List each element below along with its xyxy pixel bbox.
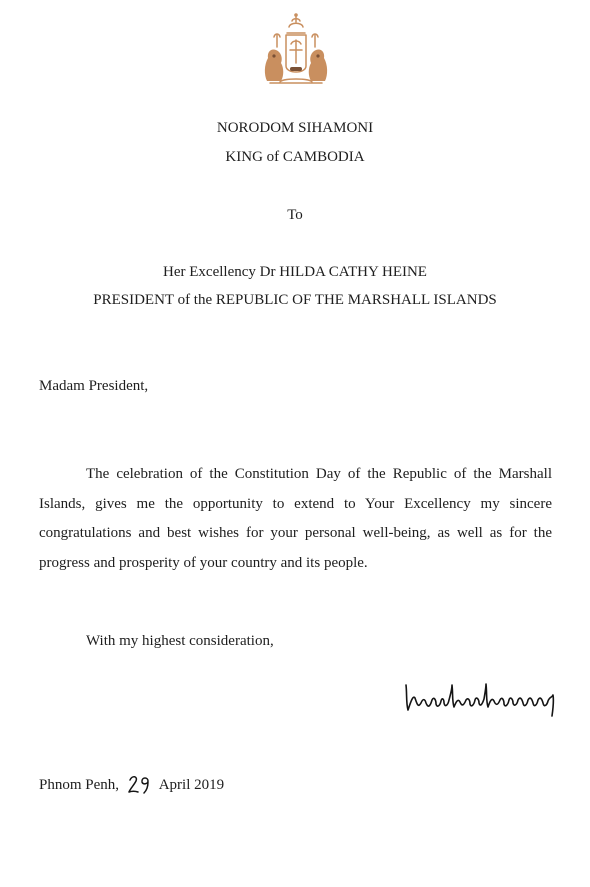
to-label: To bbox=[287, 207, 303, 223]
dateline-month-year: April 2019 bbox=[158, 777, 225, 793]
dateline-place: Phnom Penh, bbox=[39, 777, 120, 793]
handwritten-day-number-icon bbox=[128, 774, 150, 794]
royal-arms-of-cambodia-icon bbox=[259, 13, 333, 88]
sender-name: NORODOM SIHAMONI bbox=[216, 120, 374, 136]
handwritten-signature-icon bbox=[402, 681, 558, 719]
salutation: Madam President, bbox=[39, 378, 149, 394]
dateline bbox=[39, 774, 224, 794]
closing: With my highest consideration, bbox=[86, 633, 274, 649]
sender-title: KING of CAMBODIA bbox=[225, 149, 365, 165]
recipient-name: Her Excellency Dr HILDA CATHY HEINE bbox=[163, 264, 427, 280]
recipient-title: PRESIDENT of the REPUBLIC OF THE MARSHALL ISLANDS bbox=[93, 292, 497, 308]
letter-body: The celebration of the Constitution Day of the Republic of the Marshall Islands, gives me the opportunity to extend to Your Excellency my sincere congratulations and best wishes for your personal well-being, as well as for the progress and prosperity of your country and its people. bbox=[39, 466, 552, 571]
